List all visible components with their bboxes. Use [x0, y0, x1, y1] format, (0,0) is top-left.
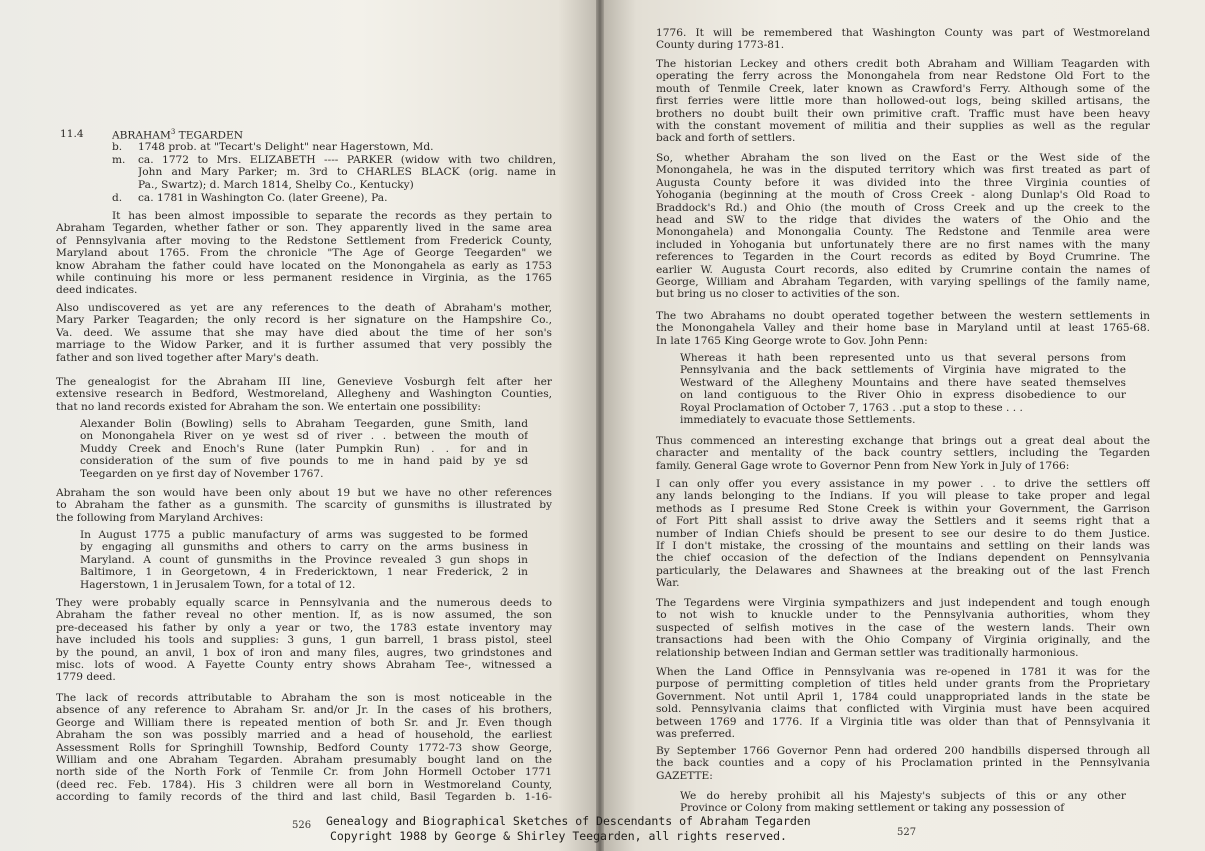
footer-copyright: Copyright 1988 by George & Shirley Teegarden, all rights reserved.	[330, 829, 787, 843]
text-line: of Fort Pitt shall assist to drive away the Settlers and it seems right that a	[656, 515, 1150, 528]
text-line: number of Indian Chiefs should be present to see our desire to do them Justice.	[656, 527, 1150, 540]
text-line: The Tegardens were Virginia sympathizers and just independent and tough enough	[656, 597, 1150, 609]
text-line: the following from Maryland Archives:	[56, 511, 264, 524]
text-line: Thus commenced an interesting exchange that brings out a great deal about the	[656, 435, 1150, 447]
text-line: George, William and Abraham Tegarden, with varying spellings of the family name,	[656, 275, 1150, 288]
text-line: The two Abrahams no doubt operated together between the western settlements in	[656, 310, 1150, 322]
text-line: by the pound, an anvil, 1 box of iron and many files, augres, two grindstones and	[56, 646, 552, 659]
text-line: Assessment Rolls for Springhill Township, Bedford County 1772-73 show George,	[56, 741, 552, 754]
text-line: methods as I presume Red Stone Creek is within your Government, the Garrison	[656, 502, 1150, 515]
text-line: of Pennsylvania after moving to the Redstone Settlement from Frederick County,	[56, 234, 552, 247]
text-line: earlier W. Augusta Court records, also edited by Crumrine contain the names of	[656, 263, 1150, 276]
text-line: head and SW to the ridge that divides the waters of the Ohio and the	[656, 213, 1150, 226]
text-line: operating the ferry across the Monongahela from near Redstone Old Fort to the	[656, 70, 1150, 83]
left-quote	[80, 418, 528, 480]
left-paragraph	[56, 210, 552, 297]
right-quote	[680, 790, 1126, 815]
text-line: (deed rec. Feb. 1784). His 3 children were all born in Westmoreland County,	[56, 778, 552, 791]
text-line: relationship between Indian and German settler was traditionally harmonious.	[656, 646, 1079, 659]
text-line: on Monongahela River on ye west sd of river . . between the mouth of	[80, 430, 528, 443]
text-line: particularly, the Delawares and Shawnees at the breaking out of the last French	[656, 564, 1150, 577]
footer-title: Genealogy and Biographical Sketches of Descendants of Abraham Tegarden	[326, 814, 811, 828]
vital-line: John and Mary Parker; m. 3rd to CHARLES BLACK (orig. name in	[138, 166, 556, 179]
text-line: marriage to the Widow Parker, and it is further assumed that very possibly the	[56, 339, 552, 352]
vital-tag: m.	[112, 154, 126, 166]
text-line: George and William there is repeated mention of both Sr. and Jr. Even though	[56, 716, 552, 729]
text-line: mouth of Tenmile Creek, later known as Crawford's Ferry. Although some of the	[656, 82, 1150, 95]
left-quote	[80, 529, 528, 591]
text-line: according to family records of the third and last child, Basil Tegarden b. 1-16-	[56, 791, 552, 804]
text-line: to Abraham the father as a gunsmith. The scarcity of gunsmiths is illustrated by	[56, 499, 552, 512]
text-line: Augusta County before it was divided into the three Virginia counties of	[656, 176, 1150, 189]
entry-number: 11.4	[60, 128, 84, 140]
text-line: When the Land Office in Pennsylvania was re-opened in 1781 it was for the	[656, 666, 1150, 678]
text-line: north side of the North Fork of Tenmile Cr. from John Hormell October 1771	[56, 766, 552, 779]
right-paragraph	[656, 152, 1150, 301]
text-line: the back counties and a copy of his Proclamation printed in the Pennsylvania	[656, 757, 1150, 770]
right-paragraph	[656, 27, 1150, 52]
text-line: The historian Leckey and others credit both Abraham and William Teagarden with	[656, 58, 1150, 70]
text-line: Alexander Bolin (Bowling) sells to Abraham Teegarden, gune Smith, land	[80, 418, 528, 430]
text-line: GAZETTE:	[656, 769, 713, 782]
text-line: references to Tegarden in the Court records as edited by Boyd Crumrine. The	[656, 251, 1150, 264]
text-line: War.	[656, 577, 680, 590]
text-line: family. General Gage wrote to Governor Penn from New York in July of 1766:	[656, 459, 1070, 472]
text-line: was preferred.	[656, 727, 736, 740]
text-line: pre-deceased his father by only a year or two, the 1783 estate inventory may	[56, 621, 552, 634]
entry-surname: TEGARDEN	[178, 129, 244, 142]
text-line: deed indicates.	[56, 284, 138, 297]
text-line: but bring us no closer to activities of the son.	[656, 288, 900, 301]
entry-heading	[112, 128, 243, 142]
text-line: The genealogist for the Abraham III line, Genevieve Vosburgh felt after her	[56, 376, 552, 388]
text-line: It has been almost impossible to separate the records as they pertain to	[112, 210, 552, 222]
text-line: We do hereby prohibit all his Majesty's subjects of this or any other	[680, 790, 1126, 802]
text-line: included in Yohogania but unfortunately there are no first names with the many	[656, 238, 1150, 251]
text-line: with the constant movement of militia and their supplies as well as the regular	[656, 119, 1150, 132]
text-line: 1776. It will be remembered that Washington County was part of Westmoreland	[656, 27, 1150, 39]
vital-line: Pa., Swartz); d. March 1814, Shelby Co., Kentucky)	[138, 178, 414, 191]
text-line: Abraham the son would have been only about 19 but we have no other references	[56, 487, 552, 499]
text-line: between 1769 and 1776. If a Virginia title was older than that of Pennsylvania it	[656, 715, 1150, 728]
text-line: Yohogania (beginning at the mouth of Cross Creek - along Dunlap's Old Road to	[656, 189, 1150, 202]
text-line: transactions had been with the Ohio Company of Virginia originally, and the	[656, 634, 1150, 647]
text-line: that no land records existed for Abraham the son. We entertain one possibility:	[56, 400, 481, 413]
text-line: sold. Pennsylvania claims that conflicted with Virginia must have been acquired	[656, 703, 1150, 716]
text-line: brothers no doubt built their own primitive craft. Traffic must have been heavy	[656, 107, 1150, 120]
right-paragraph	[656, 666, 1150, 740]
text-line: have included his tools and supplies: 3 guns, 1 gun barrell, 1 brass pistol, steel	[56, 634, 552, 647]
text-line: Hagerstown, 1 in Jerusalem Town, for a total of 12.	[80, 578, 356, 591]
left-paragraph	[56, 302, 552, 364]
left-page-number: 526	[292, 820, 312, 831]
text-line: 1779 deed.	[56, 671, 116, 684]
text-line: while continuing his more or less permanent residence in Virginia, as the 1765	[56, 271, 552, 284]
text-line: extensive research in Bedford, Westmoreland, Allegheny and Washington Counties,	[56, 388, 552, 401]
vital-line: ca. 1781 in Washington Co. (later Greene), Pa.	[138, 192, 388, 204]
text-line: immediately to evacuate those Settlements.	[680, 413, 916, 426]
text-line: Monongahela) and Monongalia County. The Redstone and Tenmile area were	[656, 226, 1150, 239]
right-quote	[656, 478, 1150, 590]
text-line: character and mentality of the back country settlers, including the Tegarden	[656, 447, 1150, 460]
text-line: back and forth of settlers.	[656, 132, 796, 145]
text-line: know Abraham the father could have located on the Monongahela as early as 1753	[56, 259, 552, 272]
right-paragraph	[656, 310, 1150, 347]
entry-generation: 3	[170, 128, 176, 136]
right-paragraph	[656, 58, 1150, 145]
book-gutter	[596, 0, 604, 851]
text-line: any lands belonging to the Indians. If you will please to take proper and legal	[656, 490, 1150, 503]
vital-tag: b.	[112, 141, 123, 153]
text-line: Government. Not until April 1, 1784 could unappropriated lands in the state be	[656, 690, 1150, 703]
text-line: Maryland. A count of gunsmiths in the Province revealed 3 gun shops in	[80, 553, 528, 566]
text-line: the Monongahela Valley and their home base in Maryland until at least 1765-68.	[656, 322, 1150, 335]
text-line: The lack of records attributable to Abraham the son is most noticeable in the	[56, 692, 552, 704]
text-line: to not wish to knuckle under to the Pennsylvania authorities, whom they	[656, 609, 1150, 622]
text-line: So, whether Abraham the son lived on the East or the West side of the	[656, 152, 1150, 164]
text-line: Monongahela, he was in the disputed territory which was first treated as part of	[656, 164, 1150, 177]
left-paragraph	[56, 597, 552, 684]
text-line: misc. lots of wood. A Fayette County entry shows Abraham Tee-, witnessed a	[56, 658, 552, 671]
text-line: Pennsylvania and the back settlements of Virginia have migrated to the	[680, 364, 1126, 377]
vital-tag: d.	[112, 192, 123, 204]
text-line: They were probably equally scarce in Pennsylvania and the numerous deeds to	[56, 597, 552, 609]
entry-given-name: ABRAHAM	[112, 129, 171, 142]
vital-line: 1748 prob. at "Tecart's Delight" near Hagerstown, Md.	[138, 141, 434, 153]
text-line: Baltimore, 1 in Georgetown, 4 in Fredericktown, 1 near Frederick, 2 in	[80, 566, 528, 579]
text-line: Westward of the Allegheny Mountains and there have seated themselves	[680, 376, 1126, 389]
text-line: Muddy Creek and Enoch's Rune (later Pumpkin Run) . . for and in	[80, 442, 528, 455]
text-line: Va. deed. We assume that she may have died about the time of her son's	[56, 326, 552, 339]
right-paragraph	[656, 597, 1150, 659]
text-line: Braddock's Rd.) and Ohio (the mouth of Cross Creek and up the creek to the	[656, 201, 1150, 214]
text-line: Province or Colony from making settlement or taking any possession of	[680, 802, 1065, 815]
right-paragraph	[656, 745, 1150, 782]
text-line: suspected of selfish motives in the case of the western lands. Their own	[656, 621, 1150, 634]
text-line: County during 1773-81.	[656, 39, 785, 52]
text-line: Mary Parker Teagarden; the only record is her signature on the Hampshire Co.,	[56, 314, 552, 327]
text-line: Maryland about 1765. From the chronicle "The Age of George Teegarden" we	[56, 247, 552, 260]
right-paragraph	[656, 435, 1150, 472]
left-paragraph	[56, 692, 552, 804]
text-line: Royal Proclamation of October 7, 1763 . .put a stop to these . . .	[680, 401, 1023, 414]
text-line: consideration of the sum of five pounds to me in hand paid by ye sd	[80, 455, 528, 468]
text-line: Abraham the father reveal no other mention. If, as is now assumed, the son	[56, 609, 552, 622]
text-line: Abraham the son was possibly married and a head of household, the earliest	[56, 729, 552, 742]
right-page-number: 527	[897, 827, 917, 838]
vital-line: ca. 1772 to Mrs. ELIZABETH ---- PARKER (widow with two children,	[138, 154, 556, 166]
text-line: In August 1775 a public manufactury of arms was suggested to be formed	[80, 529, 528, 541]
text-line: In late 1765 King George wrote to Gov. John Penn:	[656, 334, 928, 347]
text-line: purpose of permitting completion of titles held under grants from the Proprietary	[656, 678, 1150, 691]
text-line: Whereas it hath been represented unto us that several persons from	[680, 352, 1126, 364]
right-quote	[680, 352, 1126, 426]
text-line: By September 1766 Governor Penn had ordered 200 handbills dispersed through all	[656, 745, 1150, 757]
text-line: Abraham Tegarden, whether father or son. They apparently lived in the same area	[56, 222, 552, 235]
text-line: Teegarden on ye first day of November 1767.	[80, 467, 324, 480]
text-line: William and one Abraham Tegarden. Abraham presumably bought land on the	[56, 753, 552, 766]
text-line: I can only offer you every assistance in my power . . to drive the settlers off	[656, 478, 1150, 490]
text-line: on land contiguous to the River Ohio in express disobedience to our	[680, 389, 1126, 402]
text-line: by engaging all gunsmiths and others to carry on the arms business in	[80, 541, 528, 554]
text-line: Also undiscovered as yet are any references to the death of Abraham's mother,	[56, 302, 552, 314]
text-line: absence of any reference to Abraham Sr. and/or Jr. In the cases of his brothers,	[56, 704, 552, 717]
left-paragraph	[56, 376, 552, 413]
text-line: father and son lived together after Mary's death.	[56, 351, 319, 364]
text-line: first ferries were little more than hollowed-out logs, being skilled artisans, the	[656, 95, 1150, 108]
text-line: the chief occasion of the defection of the Indians dependent on Pennsylvania	[656, 552, 1150, 565]
text-line: If I don't mistake, the crossing of the mountains and settling on their lands was	[656, 539, 1150, 552]
left-paragraph	[56, 487, 552, 524]
